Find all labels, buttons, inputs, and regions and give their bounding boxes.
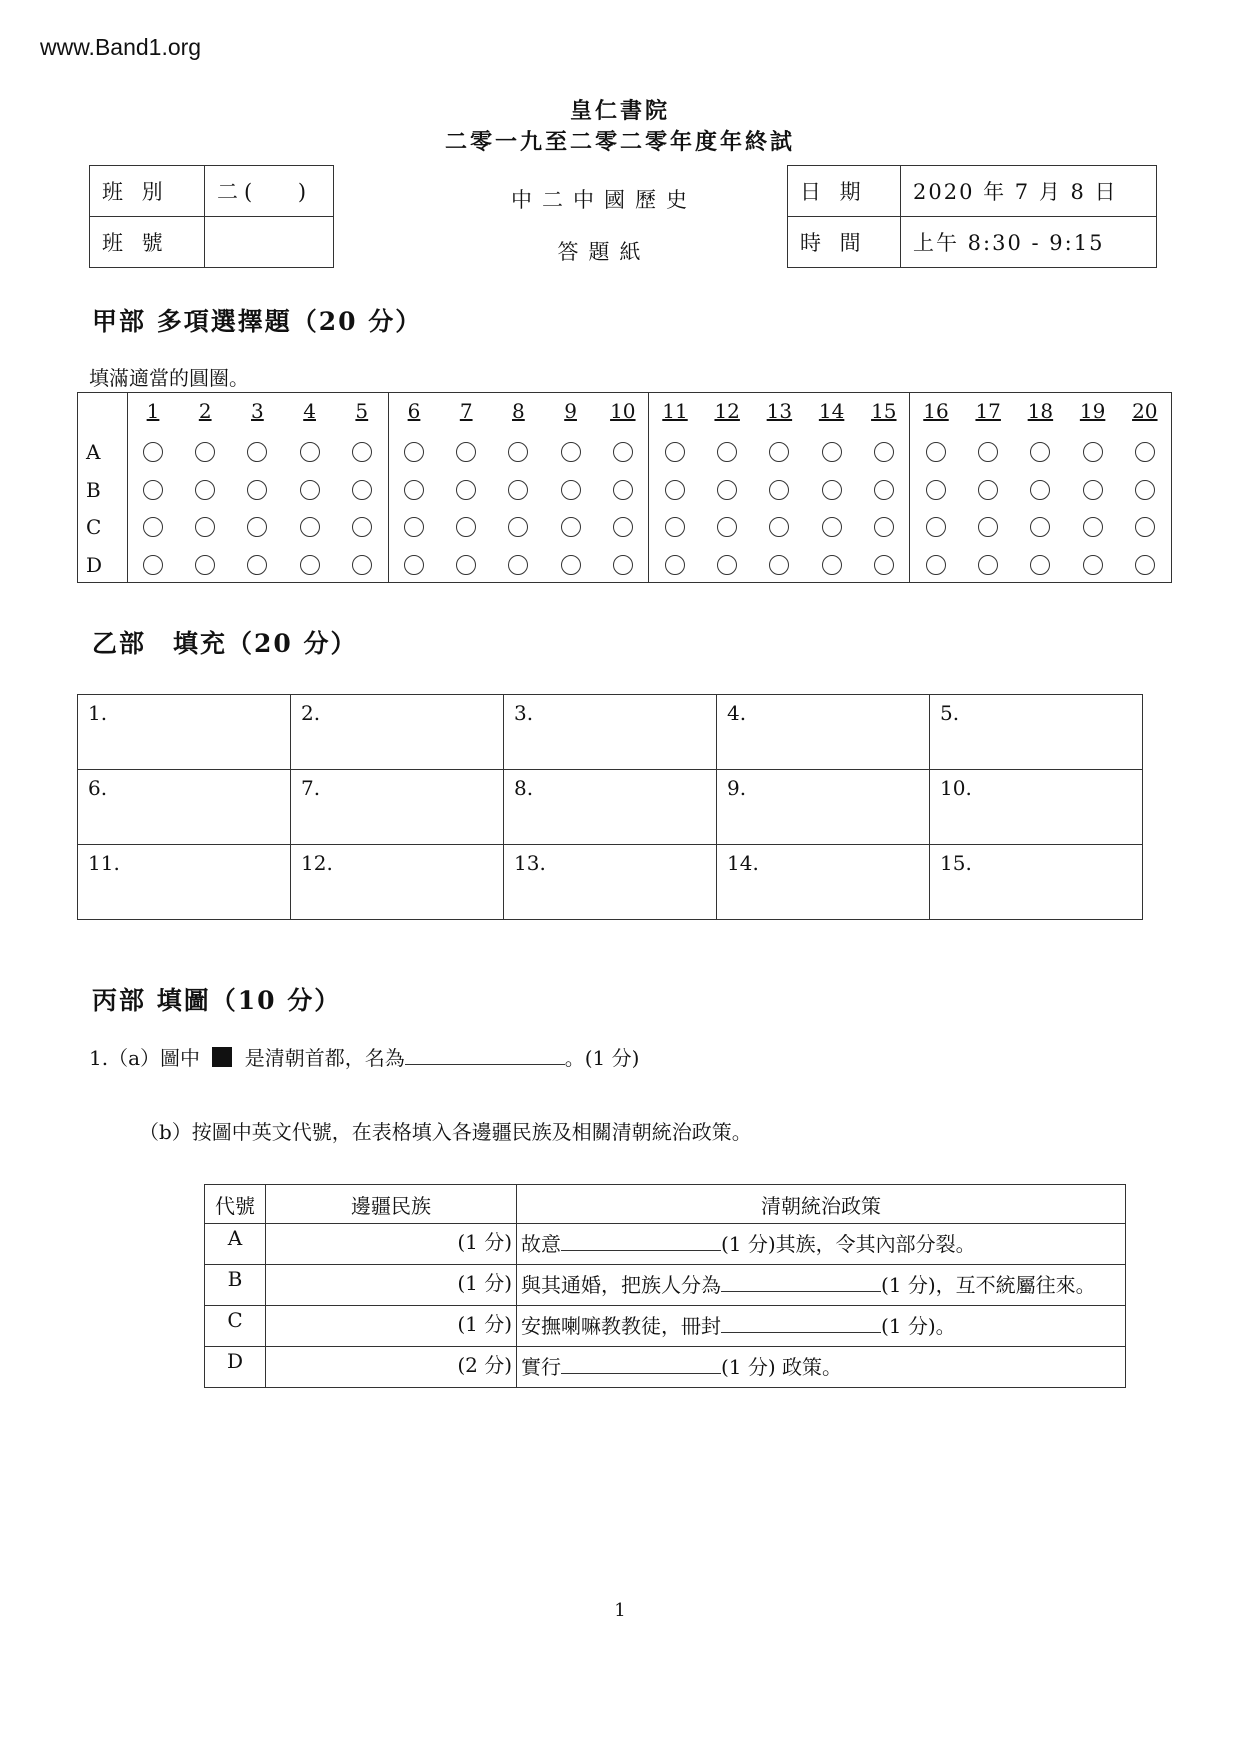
grid-divider	[127, 393, 128, 582]
policy-prefix: 故意	[521, 1232, 561, 1256]
grid-divider	[648, 393, 649, 582]
policy-prefix: 與其通婚，把族人分為	[521, 1273, 721, 1297]
question-number: 17	[975, 399, 1001, 423]
answer-bubble-9-C[interactable]	[561, 517, 581, 537]
date-label: 日 期	[788, 166, 901, 217]
answer-bubble-10-A[interactable]	[613, 442, 633, 462]
marks: (1 分)	[457, 1312, 512, 1336]
question-number: 12	[714, 399, 740, 423]
answer-bubble-18-B[interactable]	[1030, 480, 1050, 500]
fill-in-cell[interactable]: 7.	[291, 770, 504, 845]
sheet-title: 答題紙	[557, 240, 651, 264]
fill-in-cell[interactable]: 11.	[78, 845, 291, 920]
answer-bubble-13-A[interactable]	[769, 442, 789, 462]
answer-bubble-4-B[interactable]	[300, 480, 320, 500]
answer-bubble-9-D[interactable]	[561, 555, 581, 575]
question-number: 8	[512, 399, 525, 423]
answer-bubble-20-B[interactable]	[1135, 480, 1155, 500]
answer-bubble-2-D[interactable]	[195, 555, 215, 575]
policy-prefix: 安撫喇嘛教教徒，冊封	[521, 1314, 721, 1338]
capital-answer-blank[interactable]	[405, 1044, 565, 1065]
class-label: 班 別	[90, 166, 205, 217]
row-code: D	[205, 1347, 266, 1388]
answer-bubble-14-A[interactable]	[822, 442, 842, 462]
answer-bubble-10-D[interactable]	[613, 555, 633, 575]
answer-bubble-10-C[interactable]	[613, 517, 633, 537]
col-header-policy: 清朝統治政策	[517, 1185, 1126, 1224]
policy-suffix: (1 分) 政策。	[721, 1355, 843, 1379]
answer-bubble-15-C[interactable]	[874, 517, 894, 537]
fill-in-cell[interactable]: 12.	[291, 845, 504, 920]
answer-bubble-9-B[interactable]	[561, 480, 581, 500]
answer-bubble-18-A[interactable]	[1030, 442, 1050, 462]
site-watermark: www.Band1.org	[40, 34, 202, 60]
option-label: D	[86, 553, 103, 577]
policy-row	[205, 1224, 1126, 1265]
fill-in-table	[77, 694, 1143, 920]
answer-bubble-5-D[interactable]	[352, 555, 372, 575]
part-a-instruction: 填滿適當的圓圈。	[89, 366, 249, 390]
answer-bubble-20-A[interactable]	[1135, 442, 1155, 462]
answer-bubble-1-D[interactable]	[143, 555, 163, 575]
time-value: 上午 8:30 - 9:15	[901, 217, 1157, 268]
question-number: 14	[818, 399, 845, 423]
answer-bubble-13-B[interactable]	[769, 480, 789, 500]
question-number: 19	[1079, 399, 1106, 423]
question-number: 15	[871, 399, 897, 423]
answer-bubble-17-B[interactable]	[978, 480, 998, 500]
answer-bubble-10-B[interactable]	[613, 480, 633, 500]
policy-cell	[517, 1224, 1126, 1265]
answer-bubble-4-D[interactable]	[300, 555, 320, 575]
answer-bubble-15-D[interactable]	[874, 555, 894, 575]
question-number: 11	[662, 399, 688, 423]
answer-bubble-6-C[interactable]	[404, 517, 424, 537]
marks: (2 分)	[457, 1353, 512, 1377]
subject: 中二中國歷史	[511, 188, 697, 212]
answer-bubble-14-B[interactable]	[822, 480, 842, 500]
policy-suffix: (1 分)其族，令其內部分裂。	[721, 1232, 976, 1256]
question-number: 13	[766, 399, 793, 423]
q1a-text: 是清朝首都，名為	[244, 1046, 405, 1070]
answer-bubble-19-D[interactable]	[1083, 555, 1103, 575]
school-name: 皇仁書院	[569, 98, 670, 124]
answer-bubble-7-D[interactable]	[456, 555, 476, 575]
ethnic-answer-cell[interactable]	[266, 1265, 517, 1306]
answer-bubble-5-A[interactable]	[352, 442, 372, 462]
answer-bubble-1-A[interactable]	[143, 442, 163, 462]
answer-bubble-12-C[interactable]	[717, 517, 737, 537]
question-number: 3	[251, 399, 264, 423]
capital-square-icon	[212, 1047, 232, 1067]
question-number: 10	[610, 399, 636, 423]
fill-in-cell[interactable]: 2.	[291, 695, 504, 770]
fill-in-cell[interactable]: 4.	[717, 695, 930, 770]
answer-bubble-19-B[interactable]	[1083, 480, 1103, 500]
answer-bubble-17-A[interactable]	[978, 442, 998, 462]
fill-in-cell[interactable]: 10.	[930, 770, 1143, 845]
answer-bubble-11-B[interactable]	[665, 480, 685, 500]
number-label: 班 號	[90, 217, 205, 268]
part-c-heading: 丙部 填圖（10 分）	[92, 986, 342, 1015]
option-label: B	[86, 478, 101, 502]
fill-in-cell[interactable]: 13.	[504, 845, 717, 920]
fill-in-cell[interactable]: 8.	[504, 770, 717, 845]
policy-suffix: (1 分)。	[881, 1314, 956, 1338]
class-value[interactable]: 二( )	[205, 166, 334, 217]
answer-bubble-14-C[interactable]	[822, 517, 842, 537]
answer-bubble-5-B[interactable]	[352, 480, 372, 500]
answer-bubble-7-C[interactable]	[456, 517, 476, 537]
answer-bubble-20-D[interactable]	[1135, 555, 1155, 575]
question-number: 18	[1027, 399, 1054, 423]
answer-bubble-4-A[interactable]	[300, 442, 320, 462]
date-value: 2020 年 7 月 8 日	[901, 166, 1157, 217]
grid-divider	[388, 393, 389, 582]
answer-bubble-20-C[interactable]	[1135, 517, 1155, 537]
answer-bubble-9-A[interactable]	[561, 442, 581, 462]
answer-bubble-16-C[interactable]	[926, 517, 946, 537]
class-info-box	[89, 165, 334, 268]
answer-bubble-8-B[interactable]	[508, 480, 528, 500]
policy-row	[205, 1347, 1126, 1388]
answer-bubble-3-D[interactable]	[247, 555, 267, 575]
fill-in-cell[interactable]: 3.	[504, 695, 717, 770]
answer-bubble-15-B[interactable]	[874, 480, 894, 500]
part-a-heading: 甲部 多項選擇題（20 分）	[92, 307, 423, 336]
question-number: 2	[198, 399, 212, 423]
answer-bubble-17-D[interactable]	[978, 555, 998, 575]
question-number: 7	[459, 399, 473, 423]
answer-bubble-7-B[interactable]	[456, 480, 476, 500]
q1a-prefix: 1.（a）圖中	[89, 1046, 201, 1070]
fill-in-cell[interactable]: 9.	[717, 770, 930, 845]
fill-in-cell[interactable]: 15.	[930, 845, 1143, 920]
answer-bubble-12-A[interactable]	[717, 442, 737, 462]
number-field[interactable]	[205, 217, 334, 268]
option-label: C	[86, 515, 102, 539]
policy-answer-blank[interactable]	[721, 1312, 881, 1333]
page-number: 1	[614, 1600, 626, 1621]
answer-bubble-6-B[interactable]	[404, 480, 424, 500]
answer-bubble-16-B[interactable]	[926, 480, 946, 500]
answer-bubble-14-D[interactable]	[822, 555, 842, 575]
col-header-ethnic: 邊疆民族	[266, 1185, 517, 1224]
time-label: 時 間	[788, 217, 901, 268]
answer-bubble-2-B[interactable]	[195, 480, 215, 500]
row-code: A	[205, 1224, 266, 1265]
question-number: 4	[303, 399, 316, 423]
answer-bubble-7-A[interactable]	[456, 442, 476, 462]
answer-bubble-12-B[interactable]	[717, 480, 737, 500]
question-number: 16	[923, 399, 949, 423]
mc-answer-grid	[77, 392, 1172, 583]
answer-bubble-4-C[interactable]	[300, 517, 320, 537]
question-1b: （b）按圖中英文代號，在表格填入各邊疆民族及相關清朝統治政策。	[139, 1120, 752, 1144]
row-code: C	[205, 1306, 266, 1347]
answer-bubble-6-D[interactable]	[404, 555, 424, 575]
policy-row	[205, 1265, 1126, 1306]
ethnic-answer-cell[interactable]	[266, 1224, 517, 1265]
grid-divider	[909, 393, 910, 582]
answer-bubble-5-C[interactable]	[352, 517, 372, 537]
option-label: A	[86, 440, 101, 464]
answer-bubble-16-A[interactable]	[926, 442, 946, 462]
policy-answer-blank[interactable]	[721, 1271, 881, 1292]
answer-bubble-18-C[interactable]	[1030, 517, 1050, 537]
answer-bubble-19-A[interactable]	[1083, 442, 1103, 462]
question-1a	[89, 1042, 639, 1071]
answer-bubble-2-C[interactable]	[195, 517, 215, 537]
answer-bubble-3-A[interactable]	[247, 442, 267, 462]
policy-cell	[517, 1265, 1126, 1306]
answer-bubble-11-C[interactable]	[665, 517, 685, 537]
question-number: 5	[355, 399, 369, 423]
exam-title: 二零一九至二零二零年度年終試	[444, 129, 795, 155]
policy-answer-blank[interactable]	[561, 1353, 721, 1374]
answer-bubble-17-C[interactable]	[978, 517, 998, 537]
answer-bubble-8-A[interactable]	[508, 442, 528, 462]
row-code: B	[205, 1265, 266, 1306]
answer-bubble-16-D[interactable]	[926, 555, 946, 575]
question-number: 20	[1132, 399, 1158, 423]
policy-answer-blank[interactable]	[561, 1230, 721, 1251]
marks: (1 分)	[457, 1230, 512, 1254]
fill-in-cell[interactable]: 1.	[78, 695, 291, 770]
answer-bubble-18-D[interactable]	[1030, 555, 1050, 575]
fill-in-cell[interactable]: 6.	[78, 770, 291, 845]
question-number: 6	[407, 399, 421, 423]
answer-bubble-12-D[interactable]	[717, 555, 737, 575]
answer-bubble-19-C[interactable]	[1083, 517, 1103, 537]
marks: (1 分)	[457, 1271, 512, 1295]
policy-cell	[517, 1306, 1126, 1347]
q1a-marks: 。(1 分)	[564, 1046, 640, 1070]
answer-bubble-2-A[interactable]	[195, 442, 215, 462]
policy-row	[205, 1306, 1126, 1347]
part-b-heading: 乙部 填充（20 分）	[92, 629, 358, 658]
ethnic-answer-cell[interactable]	[266, 1306, 517, 1347]
col-header-code: 代號	[205, 1185, 266, 1224]
policy-prefix: 實行	[521, 1355, 561, 1379]
policy-suffix: (1 分)，互不統屬往來。	[881, 1273, 1096, 1297]
policy-cell	[517, 1347, 1126, 1388]
fill-in-cell[interactable]: 14.	[717, 845, 930, 920]
question-number: 1	[146, 399, 160, 423]
answer-bubble-1-C[interactable]	[143, 517, 163, 537]
fill-in-cell[interactable]: 5.	[930, 695, 1143, 770]
answer-bubble-13-D[interactable]	[769, 555, 789, 575]
answer-bubble-6-A[interactable]	[404, 442, 424, 462]
answer-bubble-3-B[interactable]	[247, 480, 267, 500]
answer-bubble-11-A[interactable]	[665, 442, 685, 462]
date-info-box	[787, 165, 1157, 268]
answer-bubble-15-A[interactable]	[874, 442, 894, 462]
answer-bubble-1-B[interactable]	[143, 480, 163, 500]
policy-table	[204, 1184, 1126, 1388]
answer-bubble-13-C[interactable]	[769, 517, 789, 537]
answer-bubble-3-C[interactable]	[247, 517, 267, 537]
answer-bubble-11-D[interactable]	[665, 555, 685, 575]
ethnic-answer-cell[interactable]	[266, 1347, 517, 1388]
answer-bubble-8-D[interactable]	[508, 555, 528, 575]
answer-bubble-8-C[interactable]	[508, 517, 528, 537]
question-number: 9	[564, 399, 577, 423]
